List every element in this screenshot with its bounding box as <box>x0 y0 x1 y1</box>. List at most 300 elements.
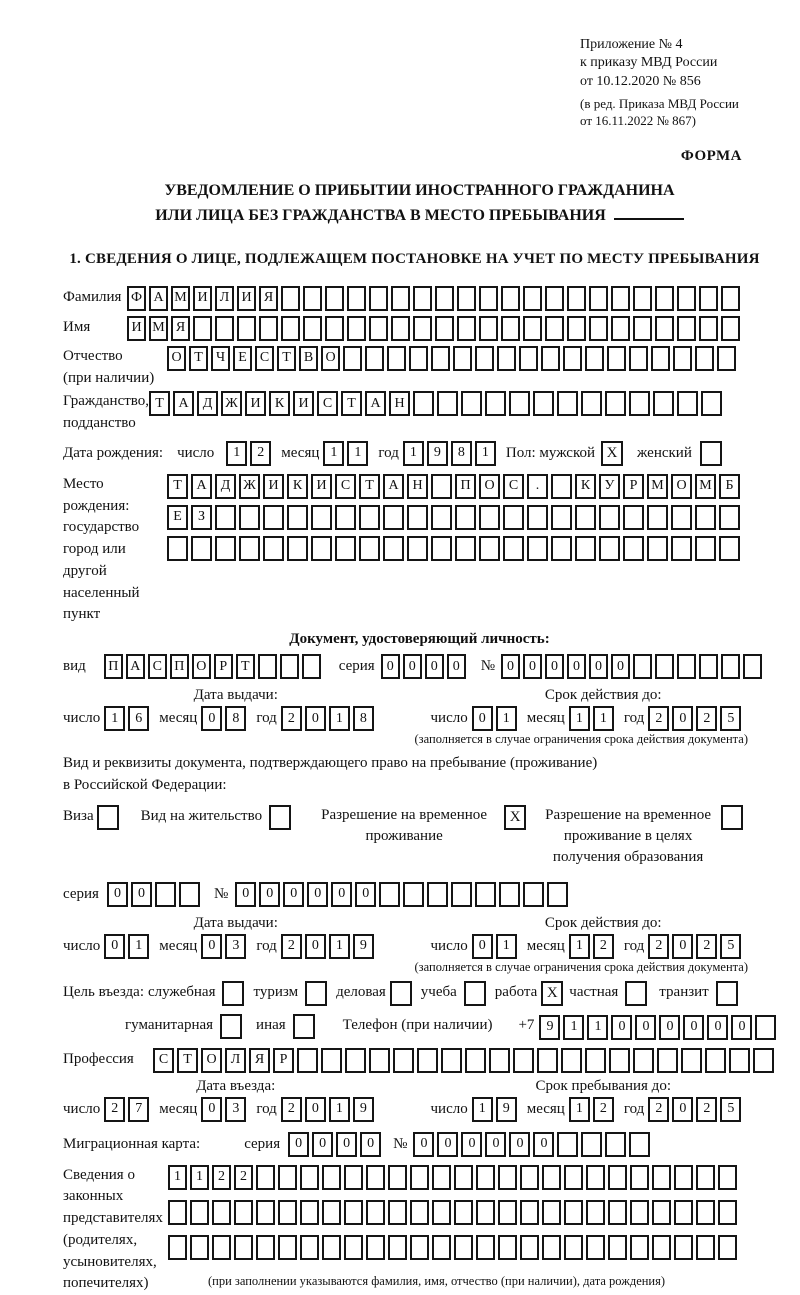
char-cell: 2 <box>593 1097 614 1122</box>
temp-residence-option <box>311 805 526 847</box>
char-cell: Е <box>233 346 252 371</box>
char-cell: Е <box>167 505 188 530</box>
char-cell <box>677 316 696 341</box>
char-cell <box>630 1235 649 1260</box>
right-doc-line2: в Российской Федерации: <box>63 776 227 793</box>
name-label: Имя <box>63 318 91 335</box>
char-cell <box>647 505 668 530</box>
char-cell <box>681 1048 702 1073</box>
char-cell <box>695 346 714 371</box>
char-cell: Ж <box>221 391 242 416</box>
char-cell <box>589 316 608 341</box>
birthdate-row <box>63 441 776 466</box>
char-cell <box>454 1165 473 1190</box>
purpose-work-checkbox: X <box>541 981 563 1006</box>
passport-valid-note: (заполняется в случае ограничения срока действия документа) <box>414 732 748 747</box>
name-row <box>63 316 776 341</box>
doc-series-label: серия <box>338 658 375 675</box>
char-cell: 1 <box>403 441 424 466</box>
purpose-row2 <box>63 1014 776 1040</box>
sex-male-label: Пол: мужской <box>505 444 596 461</box>
char-cell <box>542 1200 561 1225</box>
char-cell: 2 <box>593 934 614 959</box>
char-cell: Р <box>623 474 644 499</box>
char-cell <box>551 536 572 561</box>
char-cell <box>607 346 626 371</box>
char-cell <box>575 505 596 530</box>
char-cell: 0 <box>672 1097 693 1122</box>
citizenship-row <box>63 391 776 435</box>
visa-checkbox <box>97 805 119 830</box>
id-document-header: Документ, удостоверяющий личность: <box>289 631 550 648</box>
char-cell <box>344 1165 363 1190</box>
char-cell: О <box>201 1048 222 1073</box>
char-cell <box>234 1235 253 1260</box>
char-cell: А <box>149 286 168 311</box>
char-cell: А <box>383 474 404 499</box>
temp-residence-edu-option <box>542 805 743 868</box>
char-cell <box>718 1235 737 1260</box>
char-cell: 0 <box>259 882 280 907</box>
char-cell <box>671 505 692 530</box>
birthplace-row1-cells <box>167 474 743 499</box>
char-cell <box>387 346 406 371</box>
char-cell <box>259 316 278 341</box>
char-cell: 1 <box>569 1097 590 1122</box>
passport-issue-row: число 1 6 месяц 0 8 год 2 0 1 8 <box>63 706 409 731</box>
char-cell: 0 <box>501 654 520 679</box>
char-cell: 8 <box>225 706 246 731</box>
char-cell: А <box>191 474 212 499</box>
char-cell: 0 <box>201 934 222 959</box>
char-cell: 1 <box>475 441 496 466</box>
char-cell <box>413 286 432 311</box>
char-cell: Д <box>215 474 236 499</box>
char-cell: 0 <box>131 882 152 907</box>
char-cell <box>366 1200 385 1225</box>
char-cell <box>671 536 692 561</box>
char-cell: 5 <box>720 706 741 731</box>
visa-option <box>63 805 119 830</box>
char-cell <box>586 1165 605 1190</box>
char-cell <box>457 286 476 311</box>
char-cell <box>701 391 722 416</box>
profession-cells <box>153 1048 777 1073</box>
char-cell <box>696 1200 715 1225</box>
char-cell <box>527 536 548 561</box>
purpose-commercial-label: деловая <box>336 983 386 1000</box>
char-cell: 0 <box>437 1132 458 1157</box>
char-cell <box>585 346 604 371</box>
migration-card-label: Миграционная карта: <box>63 1135 201 1152</box>
entry-dates <box>63 1078 776 1122</box>
char-cell: 2 <box>104 1097 125 1122</box>
char-cell <box>729 1048 750 1073</box>
char-cell: С <box>153 1048 174 1073</box>
char-cell: 8 <box>353 706 374 731</box>
char-cell <box>586 1235 605 1260</box>
char-cell <box>366 1235 385 1260</box>
profession-label: Профессия <box>63 1050 134 1067</box>
surname-cells <box>127 286 743 311</box>
purpose-humanitarian-label: гуманитарная <box>125 1016 214 1033</box>
passport-valid-year <box>648 706 744 731</box>
char-cell: 0 <box>659 1015 680 1040</box>
char-cell: 0 <box>509 1132 530 1157</box>
char-cell: И <box>263 474 284 499</box>
char-cell <box>461 391 482 416</box>
char-cell <box>335 505 356 530</box>
char-cell: Ж <box>239 474 260 499</box>
char-cell <box>567 286 586 311</box>
phone-label: Телефон (при наличии) <box>342 1016 493 1033</box>
mig-number-label: № <box>393 1135 408 1152</box>
char-cell <box>365 346 384 371</box>
char-cell <box>287 536 308 561</box>
char-cell <box>303 316 322 341</box>
purpose-transit-label: транзит <box>659 983 709 1000</box>
char-cell <box>630 1200 649 1225</box>
entry-month <box>201 1097 249 1122</box>
char-cell <box>191 536 212 561</box>
char-cell: 2 <box>281 1097 302 1122</box>
char-cell: И <box>293 391 314 416</box>
char-cell <box>343 346 362 371</box>
passport-issue-year <box>281 706 377 731</box>
char-cell: 0 <box>472 706 493 731</box>
char-cell <box>718 1165 737 1190</box>
char-cell <box>561 1048 582 1073</box>
purpose-tourism-checkbox <box>305 981 327 1006</box>
rvp-valid-row: число 0 1 месяц 1 2 год 2 0 2 5 <box>431 934 777 959</box>
char-cell <box>431 346 450 371</box>
char-cell <box>520 1235 539 1260</box>
char-cell <box>527 505 548 530</box>
char-cell <box>479 286 498 311</box>
char-cell: 9 <box>353 934 374 959</box>
doc-number-label: № <box>480 658 495 675</box>
char-cell <box>674 1235 693 1260</box>
char-cell: 0 <box>533 1132 554 1157</box>
char-cell: К <box>269 391 290 416</box>
char-cell <box>503 536 524 561</box>
char-cell <box>699 316 718 341</box>
char-cell <box>479 505 500 530</box>
doc-number-cells <box>501 654 765 679</box>
char-cell <box>557 1132 578 1157</box>
char-cell: А <box>126 654 145 679</box>
char-cell <box>655 654 674 679</box>
order-date-number: от 10.12.2020 № 856 <box>580 73 701 89</box>
entry-year <box>281 1097 377 1122</box>
birth-day-cells <box>226 441 274 466</box>
passport-issue-month <box>201 706 249 731</box>
char-cell <box>677 286 696 311</box>
char-cell <box>403 882 424 907</box>
char-cell <box>513 1048 534 1073</box>
char-cell <box>479 316 498 341</box>
char-cell <box>413 316 432 341</box>
char-cell: В <box>299 346 318 371</box>
purpose-transit-checkbox <box>716 981 738 1006</box>
purpose-tourism-label: туризм <box>253 983 299 1000</box>
char-cell: 0 <box>305 934 326 959</box>
char-cell <box>391 316 410 341</box>
char-cell <box>281 316 300 341</box>
rvp-valid-year <box>648 934 744 959</box>
char-cell: Т <box>359 474 380 499</box>
char-cell <box>633 654 652 679</box>
purpose-row1 <box>63 981 776 1006</box>
char-cell <box>410 1200 429 1225</box>
rvp-number-cells <box>235 882 571 907</box>
char-cell <box>278 1165 297 1190</box>
birthplace-row2-cells <box>167 505 743 530</box>
char-cell <box>359 505 380 530</box>
char-cell <box>347 286 366 311</box>
temp-residence-checkbox: X <box>504 805 526 830</box>
char-cell: Н <box>407 474 428 499</box>
order-reference-block <box>580 36 776 130</box>
char-cell: 1 <box>226 441 247 466</box>
rvp-series-label: серия <box>63 885 99 902</box>
char-cell: Б <box>719 474 740 499</box>
amendment-line2: от 16.11.2022 № 867) <box>580 113 697 129</box>
char-cell: 0 <box>104 934 125 959</box>
char-cell <box>410 1235 429 1260</box>
char-cell <box>651 346 670 371</box>
char-cell: У <box>599 474 620 499</box>
purpose-commercial-checkbox <box>390 981 412 1006</box>
char-cell: И <box>237 286 256 311</box>
char-cell <box>575 536 596 561</box>
passport-issue-day <box>104 706 152 731</box>
birth-month-cells <box>323 441 371 466</box>
char-cell: 1 <box>563 1015 584 1040</box>
char-cell: 2 <box>281 706 302 731</box>
char-cell <box>509 391 530 416</box>
char-cell <box>475 882 496 907</box>
residence-permit-label: Вид на жительство <box>140 807 263 824</box>
rvp-dates <box>63 915 776 959</box>
char-cell: 1 <box>329 706 350 731</box>
residence-permit-checkbox <box>269 805 291 830</box>
char-cell: 3 <box>225 1097 246 1122</box>
birth-year-cells <box>403 441 499 466</box>
char-cell <box>263 505 284 530</box>
char-cell <box>696 1165 715 1190</box>
rvp-valid-note: (заполняется в случае ограничения срока действия документа) <box>414 959 748 974</box>
char-cell: Я <box>171 316 190 341</box>
char-cell <box>407 505 428 530</box>
char-cell <box>215 536 236 561</box>
char-cell <box>647 536 668 561</box>
char-cell <box>655 316 674 341</box>
char-cell <box>655 286 674 311</box>
doc-kind-cells <box>104 654 324 679</box>
passport-issue-col <box>63 687 409 731</box>
representatives-label: Сведения о законных представителях (родителях, усыновителях, попечителях) <box>63 1166 163 1292</box>
sex-female-checkbox <box>700 441 722 466</box>
char-cell <box>721 316 740 341</box>
sex-female-label: женский <box>637 444 692 461</box>
char-cell <box>629 346 648 371</box>
char-cell <box>302 654 321 679</box>
char-cell <box>256 1235 275 1260</box>
char-cell <box>599 505 620 530</box>
char-cell: 8 <box>451 441 472 466</box>
birthplace-cells-rows <box>167 474 743 567</box>
char-cell <box>652 1200 671 1225</box>
char-cell: 2 <box>234 1165 253 1190</box>
char-cell <box>300 1200 319 1225</box>
passport-valid-day <box>472 706 520 731</box>
doc-series-cells <box>381 654 469 679</box>
char-cell: 0 <box>381 654 400 679</box>
char-cell <box>674 1165 693 1190</box>
char-cell <box>699 286 718 311</box>
char-cell <box>721 654 740 679</box>
char-cell: М <box>647 474 668 499</box>
char-cell <box>677 654 696 679</box>
profession-row <box>63 1048 776 1073</box>
char-cell <box>300 1235 319 1260</box>
char-cell <box>545 316 564 341</box>
char-cell <box>215 505 236 530</box>
char-cell <box>743 654 762 679</box>
char-cell <box>542 1235 561 1260</box>
char-cell: 0 <box>611 1015 632 1040</box>
char-cell: 1 <box>329 1097 350 1122</box>
temp-residence-label: Разрешение на временное проживание <box>321 806 488 844</box>
char-cell <box>623 505 644 530</box>
residence-permit-option <box>141 805 291 830</box>
char-cell: С <box>255 346 274 371</box>
char-cell <box>476 1200 495 1225</box>
char-cell <box>564 1165 583 1190</box>
char-cell: 0 <box>283 882 304 907</box>
char-cell <box>256 1165 275 1190</box>
char-cell <box>545 286 564 311</box>
char-cell <box>457 316 476 341</box>
char-cell <box>623 536 644 561</box>
char-cell <box>633 286 652 311</box>
char-cell <box>432 1165 451 1190</box>
char-cell <box>695 536 716 561</box>
char-cell <box>501 286 520 311</box>
char-cell <box>695 505 716 530</box>
char-cell <box>489 1048 510 1073</box>
char-cell <box>674 1200 693 1225</box>
char-cell <box>347 316 366 341</box>
representatives-row1-cells <box>168 1165 740 1190</box>
char-cell: 0 <box>201 706 222 731</box>
entry-date-col <box>63 1078 409 1122</box>
char-cell: И <box>311 474 332 499</box>
stay-year <box>648 1097 744 1122</box>
char-cell: М <box>149 316 168 341</box>
char-cell <box>432 1200 451 1225</box>
char-cell: 0 <box>336 1132 357 1157</box>
char-cell <box>451 882 472 907</box>
char-cell <box>696 1235 715 1260</box>
char-cell: О <box>671 474 692 499</box>
char-cell: 0 <box>425 654 444 679</box>
char-cell: 0 <box>312 1132 333 1157</box>
char-cell: 9 <box>539 1015 560 1040</box>
char-cell: Я <box>259 286 278 311</box>
char-cell: 1 <box>569 706 590 731</box>
char-cell: З <box>191 505 212 530</box>
char-cell <box>410 1165 429 1190</box>
stay-until-header: Срок пребывания до: <box>535 1077 671 1094</box>
char-cell <box>321 1048 342 1073</box>
char-cell: 0 <box>288 1132 309 1157</box>
char-cell <box>215 316 234 341</box>
char-cell: 6 <box>128 706 149 731</box>
birthplace-block <box>63 474 776 626</box>
char-cell <box>388 1165 407 1190</box>
char-cell: 1 <box>329 934 350 959</box>
char-cell <box>303 286 322 311</box>
sex-male-checkbox: X <box>601 441 623 466</box>
char-cell: 0 <box>413 1132 434 1157</box>
phone-prefix: +7 <box>518 1016 535 1033</box>
char-cell: 2 <box>696 1097 717 1122</box>
char-cell <box>523 882 544 907</box>
char-cell: 1 <box>472 1097 493 1122</box>
appendix-number: Приложение № 4 <box>580 37 683 52</box>
title-line1: УВЕДОМЛЕНИЕ О ПРИБЫТИИ ИНОСТРАННОГО ГРАЖДАНИНА <box>164 182 675 200</box>
birthdate-label: Дата рождения: <box>63 444 164 461</box>
purpose-label: Цель въезда: <box>63 983 144 1000</box>
char-cell <box>193 316 212 341</box>
char-cell <box>611 286 630 311</box>
char-cell: 2 <box>648 706 669 731</box>
mig-series-label: серия <box>244 1135 281 1152</box>
char-cell <box>281 286 300 311</box>
char-cell <box>542 1165 561 1190</box>
char-cell <box>413 391 434 416</box>
passport-valid-col <box>431 687 777 731</box>
char-cell <box>605 391 626 416</box>
char-cell <box>431 536 452 561</box>
rvp-series-row <box>63 882 776 907</box>
char-cell <box>589 286 608 311</box>
char-cell <box>653 391 674 416</box>
char-cell <box>581 1132 602 1157</box>
char-cell: 1 <box>496 706 517 731</box>
char-cell <box>455 536 476 561</box>
char-cell <box>501 316 520 341</box>
right-doc-line1: Вид и реквизиты документа, подтверждающего право на пребывание (проживание) <box>63 755 598 772</box>
char-cell <box>322 1235 341 1260</box>
issue-date-header: Дата выдачи: <box>193 687 278 704</box>
char-cell <box>280 654 299 679</box>
char-cell <box>523 316 542 341</box>
char-cell: Н <box>389 391 410 416</box>
char-cell <box>383 536 404 561</box>
char-cell: 1 <box>323 441 344 466</box>
char-cell <box>212 1235 231 1260</box>
name-cells <box>127 316 743 341</box>
char-cell <box>435 316 454 341</box>
representatives-row3-cells <box>168 1235 740 1260</box>
stay-day <box>472 1097 520 1122</box>
char-cell: 0 <box>611 654 630 679</box>
char-cell <box>498 1235 517 1260</box>
char-cell: 0 <box>485 1132 506 1157</box>
